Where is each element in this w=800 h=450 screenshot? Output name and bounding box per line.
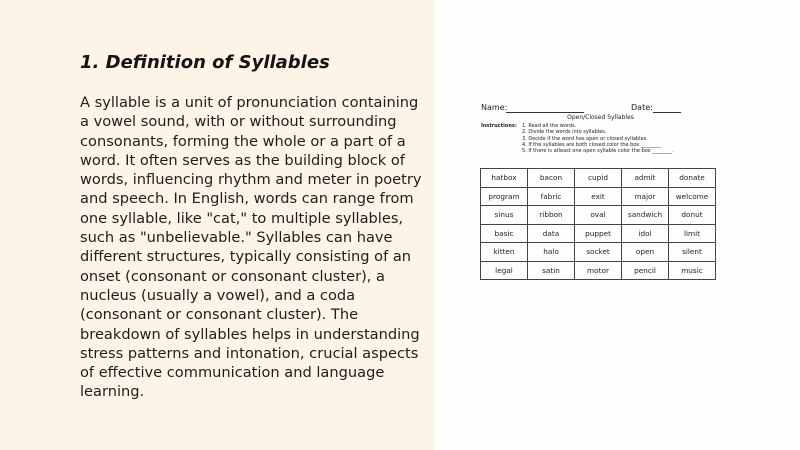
worksheet-instruction: 2. Divide the words into syllables. bbox=[522, 129, 607, 136]
word-cell: silent bbox=[669, 243, 716, 262]
worksheet-instructions-label: Instructions: bbox=[481, 123, 517, 129]
table-row bbox=[481, 206, 716, 225]
slide-title: 1. Definition of Syllables bbox=[80, 52, 330, 73]
table-row bbox=[481, 187, 716, 206]
worksheet-image bbox=[478, 100, 723, 290]
word-cell: kitten bbox=[481, 243, 528, 262]
word-cell: pencil bbox=[622, 261, 669, 280]
word-cell: hatbox bbox=[481, 169, 528, 188]
worksheet-name-line bbox=[506, 112, 584, 113]
word-cell: program bbox=[481, 187, 528, 206]
word-cell: admit bbox=[622, 169, 669, 188]
worksheet-instruction: 1. Read all the words. bbox=[522, 123, 577, 129]
word-cell: bacon bbox=[528, 169, 575, 188]
table-row bbox=[481, 261, 716, 280]
word-cell: music bbox=[669, 261, 716, 280]
worksheet-instruction: 3. Decide if the word has open or closed syllables. bbox=[522, 135, 648, 142]
worksheet-date-line bbox=[653, 112, 681, 113]
word-cell: oval bbox=[575, 206, 622, 225]
word-cell: fabric bbox=[528, 187, 575, 206]
worksheet-instruction: 4. If the syllables are both closed color the box ________ bbox=[522, 141, 661, 148]
slide-body-text: A syllable is a unit of pronunciation containing a vowel sound, with or without surrounding consonants, forming the whole or a part of a word. It often serves as the building block of words, influencing rhythm and meter in poetry and speech. In English, words can range from one syllable, like "cat," to multiple syllables, such as "unbelievable." Syllables can have different structures, typically consisting of an onset (consonant or consonant cluster), a nucleus (usually a vowel), and a coda (consonant or consonant cluster). The breakdown of syllables helps in understanding stress patterns and intonation, crucial aspects of effective communication and language learning. bbox=[80, 94, 422, 401]
word-cell: major bbox=[622, 187, 669, 206]
word-cell: welcome bbox=[669, 187, 716, 206]
worksheet-title: Open/Closed Syllables bbox=[567, 114, 634, 121]
word-cell: puppet bbox=[575, 224, 622, 243]
word-cell: donate bbox=[669, 169, 716, 188]
word-cell: cupid bbox=[575, 169, 622, 188]
word-cell: socket bbox=[575, 243, 622, 262]
word-cell: open bbox=[622, 243, 669, 262]
table-row bbox=[481, 224, 716, 243]
word-cell: limit bbox=[669, 224, 716, 243]
word-cell: data bbox=[528, 224, 575, 243]
word-cell: ribbon bbox=[528, 206, 575, 225]
worksheet-date-label: Date: bbox=[631, 103, 653, 112]
syllable-word-table bbox=[480, 168, 716, 280]
word-cell: legal bbox=[481, 261, 528, 280]
word-cell: satin bbox=[528, 261, 575, 280]
table-row bbox=[481, 169, 716, 188]
worksheet-header bbox=[481, 103, 721, 113]
word-cell: exit bbox=[575, 187, 622, 206]
word-cell: sinus bbox=[481, 206, 528, 225]
worksheet-instruction: 5. If there is atleast one open syllable color the box ________. bbox=[522, 148, 674, 155]
worksheet-name-label: Name: bbox=[481, 103, 508, 112]
word-cell: motor bbox=[575, 261, 622, 280]
word-cell: halo bbox=[528, 243, 575, 262]
word-cell: idol bbox=[622, 224, 669, 243]
table-row bbox=[481, 243, 716, 262]
word-cell: sandwich bbox=[622, 206, 669, 225]
word-cell: donut bbox=[669, 206, 716, 225]
worksheet-instructions-list bbox=[522, 123, 722, 154]
word-cell: basic bbox=[481, 224, 528, 243]
